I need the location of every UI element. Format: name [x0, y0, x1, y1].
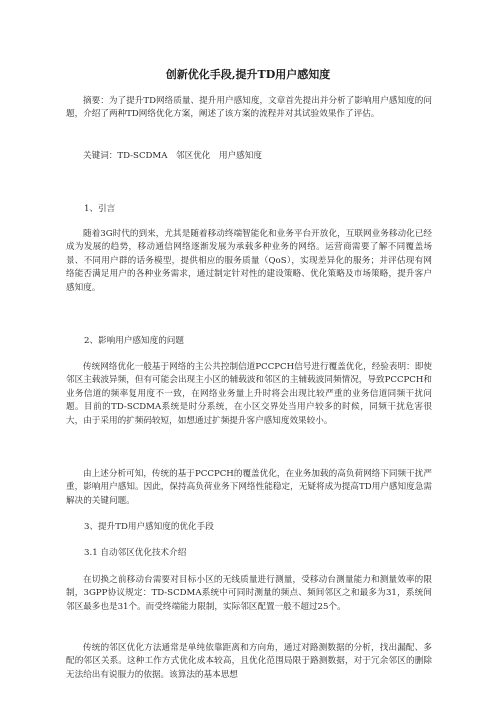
section-1-heading: 1、引言 [84, 204, 116, 214]
section-1-paragraph: 随着3G时代的到来，尤其是随着移动终端智能化和业务平台开放化，互联网业务移动化已经成为发展的趋势，移动通信网络逐渐发展为承载多种业务的网络。运营商需要了解不同覆盖场景、不同用户群的话务模型，提供相应的服务质量（QoS），实现差异化的服务；并评估现有网络能否满足用户的各种业务需求，通过制定针对性的建设策略、优化策略及市场策略，提升客户感知度。 [66, 229, 432, 293]
section-2-heading: 2、影响用户感知度的问题 [84, 336, 184, 346]
section-3-1-subheading: 3.1 自动邻区优化技术介绍 [84, 548, 187, 558]
document-title: 创新优化手段,提升TD用户感知度 [165, 68, 331, 81]
keywords-line: 关键词：TD-SCDMA 邻区优化 用户感知度 [83, 151, 262, 161]
abstract-paragraph: 摘要：为了提升TD网络质量、提升用户感知度，文章首先提出并分析了影响用户感知度的问题，介绍了两种TD网络优化方案，阐述了该方案的流程并对其试验效果作了评估。 [66, 96, 432, 120]
section-2-paragraph-1: 传统网络优化一般基于网络的主公共控制信道PCCPCH信号进行覆盖优化，经验表明：即使邻区主载波异频，但有可能会出现主小区的辅载波和邻区的主辅载波同频情况，导致PCCPCH和业务信道的频率复用度不一致，在网络业务量上升时将会出现比较严重的业务信道同频干扰问题。目前的TD-SCDMA系统是时分系统，在小区交界处当用户较多的时候，同频干扰危害很大，由于采用的扩频码较短，如想通过扩频提升客户感知度效果较小。 [66, 362, 432, 426]
section-3-paragraph-2: 传统的邻区优化方法通常是单纯依靠距离和方向角，通过对路测数据的分析，找出漏配、多配的邻区关系。这种工作方式优化成本较高，且优化范围局限于路测数据，对于冗余邻区的删除无法给出有说服力的依据。该算法的基本思想 [66, 643, 432, 680]
section-2-paragraph-2: 由上述分析可知，传统的基于PCCPCH的覆盖优化，在业务加载的高负荷网络下同频干扰严重，影响用户感知。因此，保持高负荷业务下网络性能稳定，无疑将成为提高TD用户感知度急需解决的关键问题。 [66, 469, 432, 506]
section-3-paragraph-1: 在切换之前移动台需要对目标小区的无线质量进行测量，受移动台测量能力和测量效率的限制，3GPP协议规定：TD-SCDMA系统中可同时测量的频点、频间邻区之和最多为31，系统间邻区最多也是31个。而受终端能力限制，实际邻区配置一般不超过25个。 [66, 575, 432, 612]
section-3-heading: 3、提升TD用户感知度的优化手段 [84, 522, 214, 532]
